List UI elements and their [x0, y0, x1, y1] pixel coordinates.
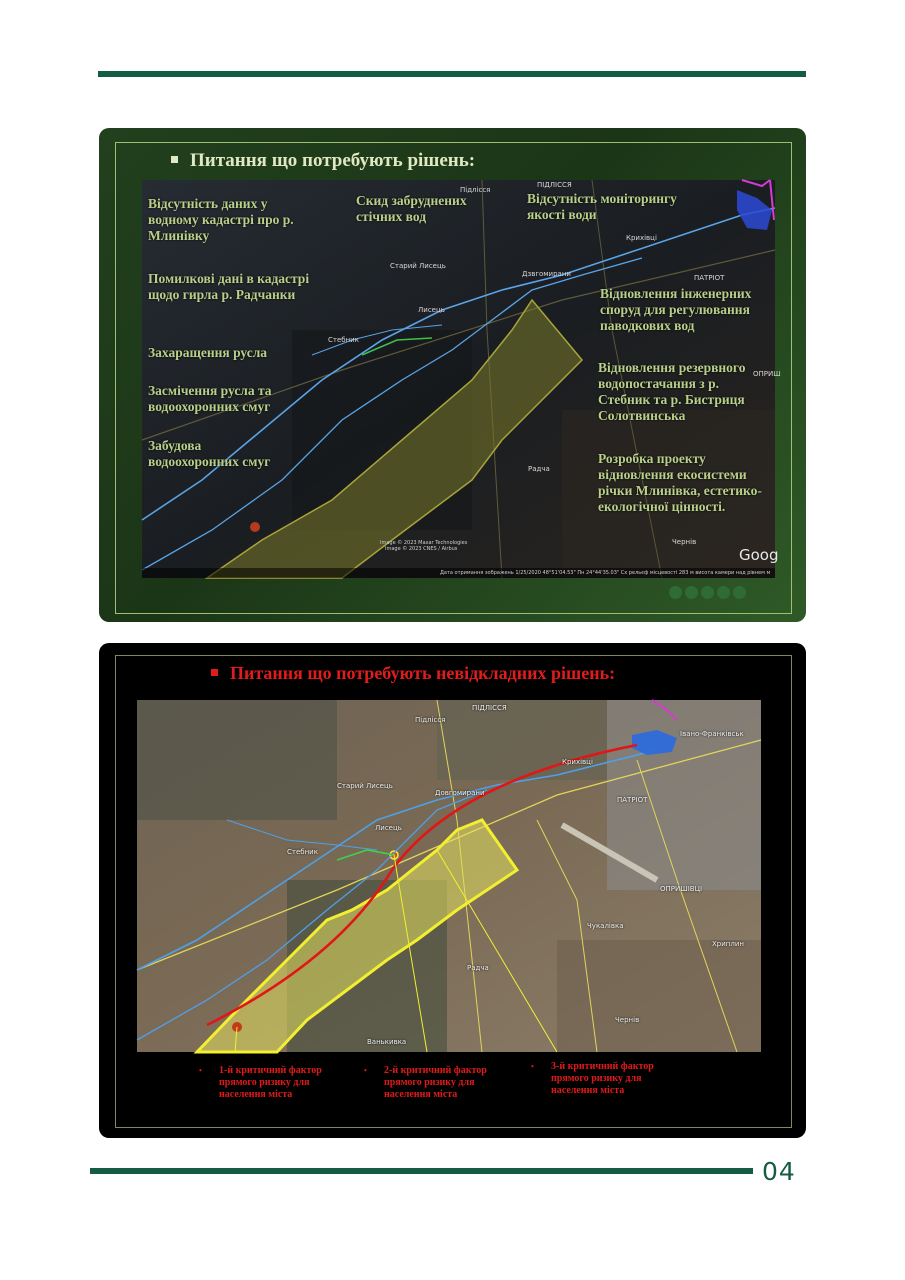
map-status-bar: Дата отримання зображень 1/25/2020 48°51'04.53" Пн 24°44'35.03" Сх рельєф місцевості 283 м висота камери над рівнем м — [440, 570, 771, 576]
satellite-map — [137, 700, 761, 1052]
slide-urgent-issues — [99, 643, 806, 1138]
place-dovhomyrany: Довгомирани — [435, 789, 485, 797]
dot-icon — [685, 586, 698, 599]
map-logo: Goog — [739, 546, 779, 564]
place-pidlissia: Підлісся — [460, 186, 491, 194]
decorative-dots — [669, 586, 749, 604]
slide-title — [211, 663, 615, 684]
place-chukalivka: Чукалівка — [587, 922, 624, 930]
slide-title-text: Питання що потребують невідкладних рішень: — [230, 663, 616, 683]
place-lysets: Лисець — [418, 306, 445, 314]
issue-no-cadastre-data: Відсутність даних у водному кадастрі про р. Млинівку — [148, 196, 294, 243]
place-opryshy: ОПРИШ — [753, 370, 781, 378]
solution-ecosystem-restoration: Розробка проекту відновлення екосистеми річки Млинівка, естетико-екологічної цінності. — [598, 451, 762, 514]
place-patriot: ПАТРІОТ — [694, 274, 725, 282]
issue-wrong-cadastre-data: Помилкові дані в кадастрі щодо гирла р. Радчанки — [148, 271, 310, 302]
place-staryi-lysets: Старий Лисець — [337, 782, 393, 790]
place-staryi-lysets: Старий Лисець — [390, 262, 446, 270]
place-chernievo: Чернів — [615, 1016, 640, 1024]
place-stebnyk: Стебник — [328, 336, 359, 344]
place-chernievo: Чернів — [672, 538, 697, 546]
place-stebnyk: Стебник — [287, 848, 318, 856]
factor-bullet: • — [199, 1066, 202, 1075]
image-credit-maxar: Image © 2023 Maxar Technologies — [380, 540, 468, 546]
issue-no-water-monitoring: Відсутність моніторингу якості води — [527, 191, 677, 222]
factor-2-text: 2-й критичний фактор прямого ризику для населення міста — [384, 1065, 487, 1100]
solution-reserve-water-supply: Відновлення резервного водопостачання з р. Стебник та р. Бистриця Солотвинська — [598, 360, 746, 423]
place-pidlissia-top: ПІДЛІССЯ — [537, 181, 572, 189]
square-bullet-icon — [211, 669, 218, 676]
issue-building-protected-zone: Забудова водоохоронних смуг — [148, 438, 271, 469]
issue-wastewater-discharge: Скид забруднених стічних вод — [356, 193, 467, 224]
slide-issues-requiring-solutions — [99, 128, 806, 622]
factor-bullet: • — [531, 1062, 534, 1071]
issue-littering-channel: Засмічення русла та водоохоронних смуг — [148, 383, 272, 414]
square-bullet-icon — [171, 156, 178, 163]
place-opryshy: ОПРИШІВЦІ — [660, 885, 703, 893]
place-radcha: Радча — [467, 964, 489, 972]
top-rule — [98, 71, 806, 77]
place-vanykivka: Ванькивка — [367, 1038, 407, 1046]
place-kryvets: Крихівці — [626, 234, 657, 242]
factor-bullet: • — [364, 1066, 367, 1075]
factor-3 — [531, 1061, 676, 1097]
place-kryvets: Крихівці — [562, 758, 593, 766]
place-khryplyn: Хриплин — [712, 940, 744, 948]
page-number: 04 — [762, 1157, 796, 1186]
place-dovhomyrany: Дзвгомирани — [522, 270, 571, 278]
satellite-map — [142, 180, 781, 578]
slide-title-text: Питання що потребують рішень: — [190, 150, 476, 171]
map-graphics — [137, 700, 761, 1052]
place-patriot: ПАТРІОТ — [617, 796, 648, 804]
factor-3-text: 3-й критичний фактор прямого ризику для населення міста — [551, 1061, 654, 1096]
place-pidlissia: Підлісся — [415, 716, 446, 724]
solution-flood-structures: Відновлення інженерних споруд для регулювання паводкових вод — [600, 286, 752, 333]
issue-clutter-channel: Захаращення русла — [148, 345, 268, 360]
dot-icon — [701, 586, 714, 599]
place-radcha: Радча — [528, 465, 550, 473]
place-ivano-frankivsk: Івано-Франківськ — [680, 730, 744, 738]
dot-icon — [717, 586, 730, 599]
factor-1-text: 1-й критичний фактор прямого ризику для населення міста — [219, 1065, 322, 1100]
bottom-rule — [90, 1168, 753, 1174]
factor-2 — [364, 1065, 509, 1101]
place-pidlissia-top: ПІДЛІССЯ — [472, 704, 507, 712]
factor-1 — [199, 1065, 344, 1101]
dot-icon — [669, 586, 682, 599]
slide-title — [171, 150, 475, 172]
dot-icon — [733, 586, 746, 599]
place-lysets: Лисець — [375, 824, 402, 832]
image-credit-cnes: Image © 2023 CNES / Airbus — [385, 546, 458, 552]
